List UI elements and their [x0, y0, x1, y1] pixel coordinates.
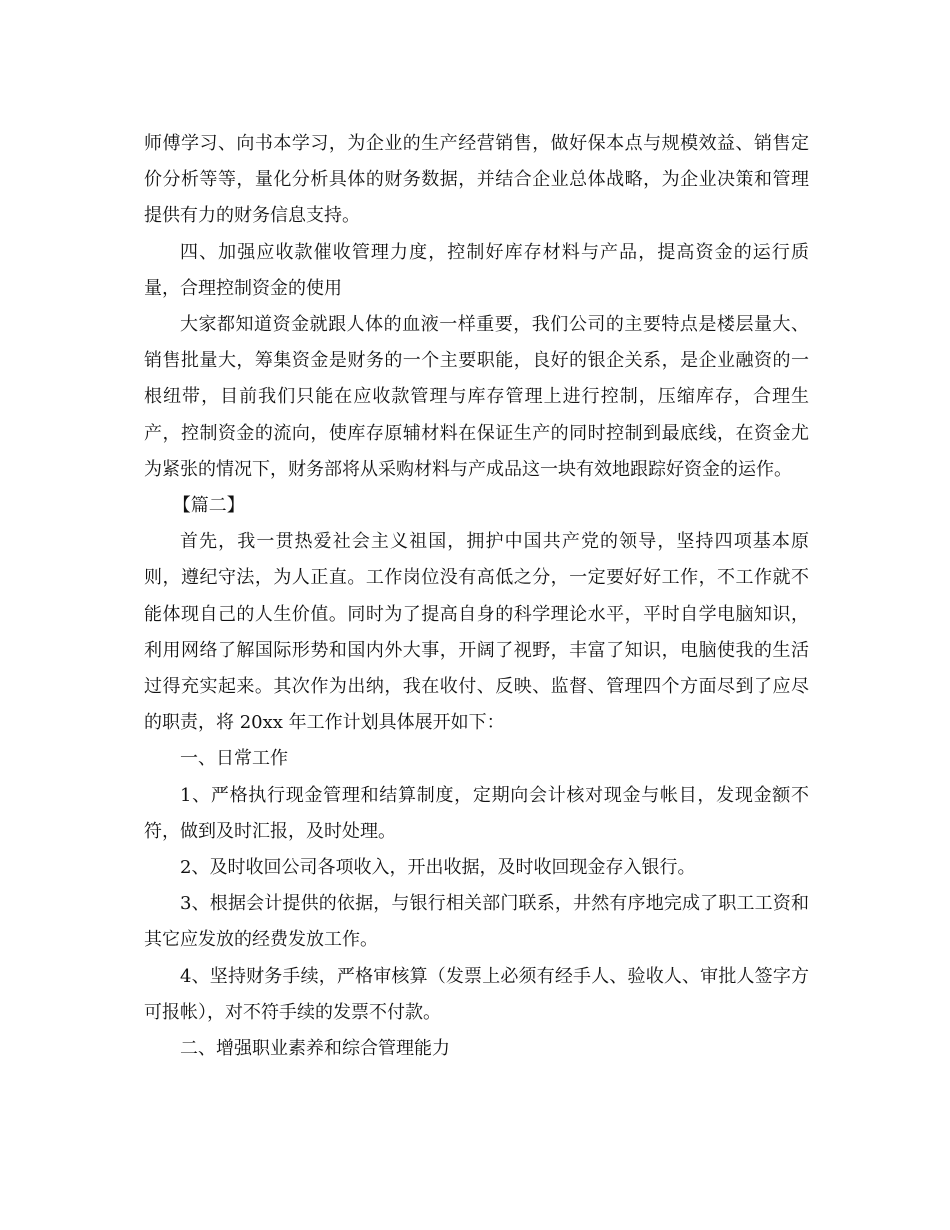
part-two-heading: 【篇二】 [172, 495, 245, 517]
list-item-3: 3、根据会计提供的依据，与银行相关部门联系，井然有序地完成了职工工资和其它应发放的经费发放工作。 [144, 893, 809, 951]
document-body [144, 126, 809, 1067]
list-item-4: 4、坚持财务手续，严格审核算（发票上必须有经手人、验收人、审批人签字方可报帐），对不符手续的发票不付款。 [144, 965, 809, 1023]
section-heading-professional-quality: 二、增强职业素养和综合管理能力 [180, 1038, 450, 1060]
section-heading-four: 四、加强应收款催收管理力度，控制好库存材料与产品，提高资金的运行质量，合理控制资金的使用 [144, 241, 809, 299]
paragraph-introduction: 首先，我一贯热爱社会主义祖国，拥护中国共产党的领导，坚持四项基本原则，遵纪守法，为人正直。工作岗位没有高低之分，一定要好好工作，不工作就不能体现自己的人生价值。同时为了提高自身的科学理论水平，平时自学电脑知识，利用网络了解国际形势和国内外大事，开阔了视野，丰富了知识，电脑使我的生活过得充实起来。其次作为出纳，我在收付、反映、监督、管理四个方面尽到了应尽的职责，将 20xx 年工作计划具体展开如下： [144, 531, 809, 734]
section-heading-daily-work: 一、日常工作 [180, 748, 288, 770]
list-item-2: 2、及时收回公司各项收入，开出收据，及时收回现金存入银行。 [180, 857, 696, 879]
list-item-1: 1、严格执行现金管理和结算制度，定期向会计核对现金与帐目，发现金额不符，做到及时汇报，及时处理。 [144, 784, 809, 842]
paragraph-continuation: 师傅学习、向书本学习，为企业的生产经营销售，做好保本点与规模效益、销售定价分析等等，量化分析具体的财务数据，并结合企业总体战略，为企业决策和管理提供有力的财务信息支持。 [144, 133, 809, 227]
paragraph-funds-management: 大家都知道资金就跟人体的血液一样重要，我们公司的主要特点是楼层量大、销售批量大，筹集资金是财务的一个主要职能，良好的银企关系，是企业融资的一根纽带，目前我们只能在应收款管理与库存管理上进行控制，压缩库存，合理生产，控制资金的流向，使库存原辅材料在保证生产的同时控制到最底线，在资金尤为紧张的情况下，财务部将从采购材料与产成品这一块有效地跟踪好资金的运作。 [144, 314, 809, 480]
